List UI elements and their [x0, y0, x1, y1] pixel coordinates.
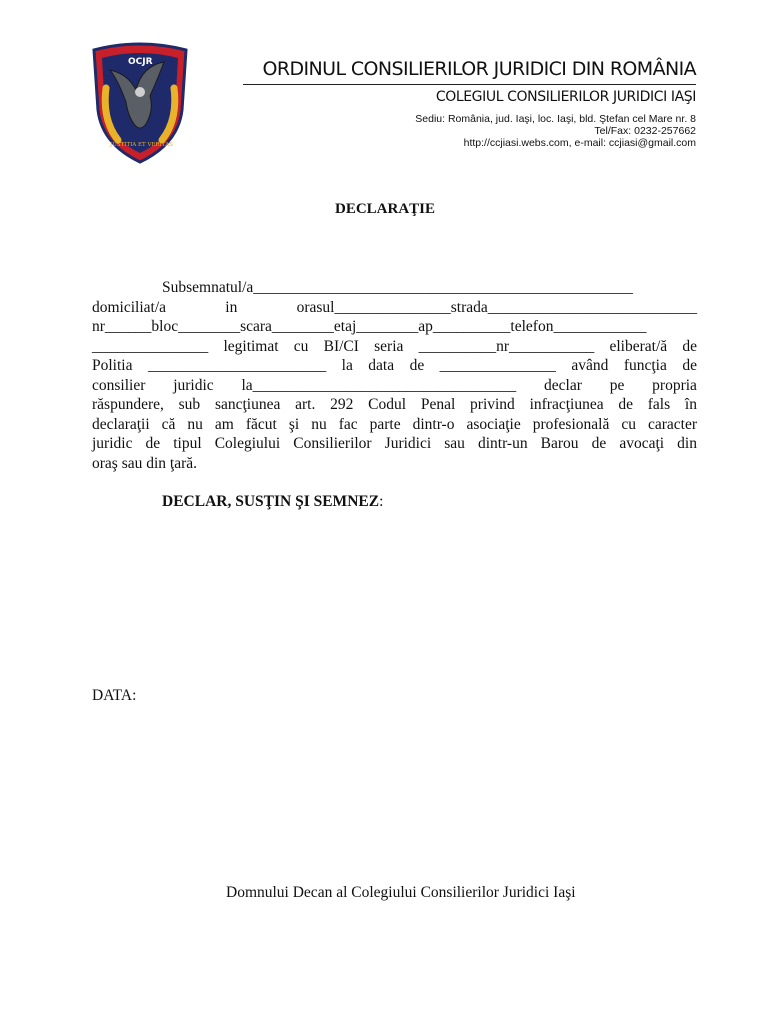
web-email-line: http://ccjiasi.webs.com, e-mail: ccjiasi@gmail.com — [463, 137, 696, 149]
body-word: de — [409, 357, 425, 374]
body-word: __________nr___________ — [418, 337, 595, 355]
body-word: nr______bloc________scara________etaj________ap__________telefon____________ — [92, 318, 647, 335]
body-word: de — [591, 435, 607, 452]
body-word: sau — [444, 435, 465, 452]
body-word: legitimat — [223, 337, 279, 355]
body-word: fals — [647, 396, 671, 413]
body-word: seria — [374, 337, 404, 355]
telfax-line: Tel/Fax: 0232-257662 — [594, 125, 696, 137]
document-title: DECLARAŢIE — [334, 201, 436, 217]
body-word: cu — [621, 415, 636, 433]
body-word: Juridici — [384, 435, 432, 452]
body-line — [92, 376, 697, 396]
declaration-body — [92, 278, 697, 473]
body-word: nu — [187, 415, 203, 433]
body-word: nu — [311, 415, 327, 433]
body-line — [92, 395, 697, 415]
organization-title: ORDINUL CONSILIERILOR JURIDICI DIN ROMÂNIA — [262, 58, 696, 80]
body-word: de — [682, 337, 697, 355]
body-word: Colegiului — [214, 435, 281, 452]
body-word: privind — [470, 396, 515, 413]
body-line — [92, 454, 697, 474]
body-word: tipul — [173, 435, 202, 452]
declaration-statement — [162, 493, 383, 511]
body-word: cu — [293, 337, 309, 355]
body-word: la__________________________________ — [241, 376, 517, 394]
body-line-text: oraş sau din ţară. — [92, 454, 198, 472]
body-word: declar — [544, 376, 582, 394]
body-word: sub — [178, 396, 201, 413]
body-word: orasul_______________strada___________________________ — [296, 298, 697, 316]
body-word: domiciliat/a — [92, 298, 167, 316]
body-word: răspundere, — [92, 396, 164, 413]
declaration-label: DECLAR, SUSŢIN ŞI SEMNEZ — [162, 493, 380, 510]
body-word: în — [684, 396, 697, 413]
body-line: Subsemnatul/a_________________________________________________ — [162, 279, 634, 296]
body-word: Politia — [92, 357, 133, 374]
body-line — [92, 415, 697, 435]
body-word: caracter — [647, 415, 697, 433]
addressee-line: Domnului Decan al Colegiului Consilierilor Juridici Iaşi — [226, 884, 576, 901]
body-word: profesională — [532, 415, 610, 433]
college-subtitle: COLEGIUL CONSILIERILOR JURIDICI IAŞI — [435, 89, 696, 105]
body-word: având — [571, 357, 609, 374]
body-word: in — [225, 298, 238, 316]
body-word: dintr-un — [477, 435, 528, 452]
body-word: parte — [369, 415, 401, 433]
body-word: _______________ — [92, 337, 209, 355]
body-word: Consilierilor — [293, 435, 372, 452]
body-word: data — [368, 357, 395, 374]
date-label: DATA: — [92, 687, 137, 704]
body-word: eliberat/ă — [609, 337, 668, 355]
body-word: de — [145, 435, 161, 452]
body-word: fac — [338, 415, 358, 433]
body-line — [92, 356, 697, 376]
body-word: asociaţie — [466, 415, 521, 433]
body-word: şi — [288, 415, 300, 433]
body-word: infracţiunea — [529, 396, 604, 413]
body-line — [92, 434, 697, 454]
body-word: făcut — [245, 415, 277, 433]
body-word: de — [682, 357, 697, 374]
body-word: juridic — [173, 376, 214, 394]
body-word: declaraţii — [92, 415, 150, 433]
logo-acronym: OCJR — [128, 57, 153, 67]
body-word: din — [677, 435, 697, 452]
body-line — [92, 337, 697, 357]
declaration-colon: : — [379, 493, 384, 510]
body-word: sancţiunea — [214, 396, 281, 413]
body-word: pe — [609, 376, 625, 394]
body-word: juridic — [92, 435, 133, 452]
body-word: la — [341, 357, 353, 374]
body-word: consilier — [92, 376, 146, 394]
body-word: Penal — [420, 396, 456, 413]
body-word: _______________ — [439, 357, 556, 374]
body-word: Codul — [368, 396, 407, 413]
body-word: avocaţi — [619, 435, 665, 452]
body-word: 292 — [330, 396, 354, 413]
body-word: am — [214, 415, 234, 433]
body-word: Barou — [540, 435, 579, 452]
body-word: că — [161, 415, 176, 433]
body-word: _______________________ — [147, 357, 327, 374]
body-word: propria — [652, 376, 697, 394]
body-word: art. — [295, 396, 316, 413]
body-word: de — [618, 396, 633, 413]
address-line: Sediu: România, jud. Iaşi, loc. Iaşi, bld. Ştefan cel Mare nr. 8 — [415, 113, 696, 125]
body-line — [92, 317, 697, 337]
body-word: funcţia — [623, 357, 667, 374]
body-word: dintr-o — [412, 415, 455, 433]
body-line — [92, 298, 697, 318]
ocjr-logo — [88, 40, 192, 164]
header-divider — [243, 84, 696, 85]
body-word: BI/CI — [323, 337, 359, 355]
logo-motto: JUSTITIA ET VERITAS — [110, 142, 173, 148]
